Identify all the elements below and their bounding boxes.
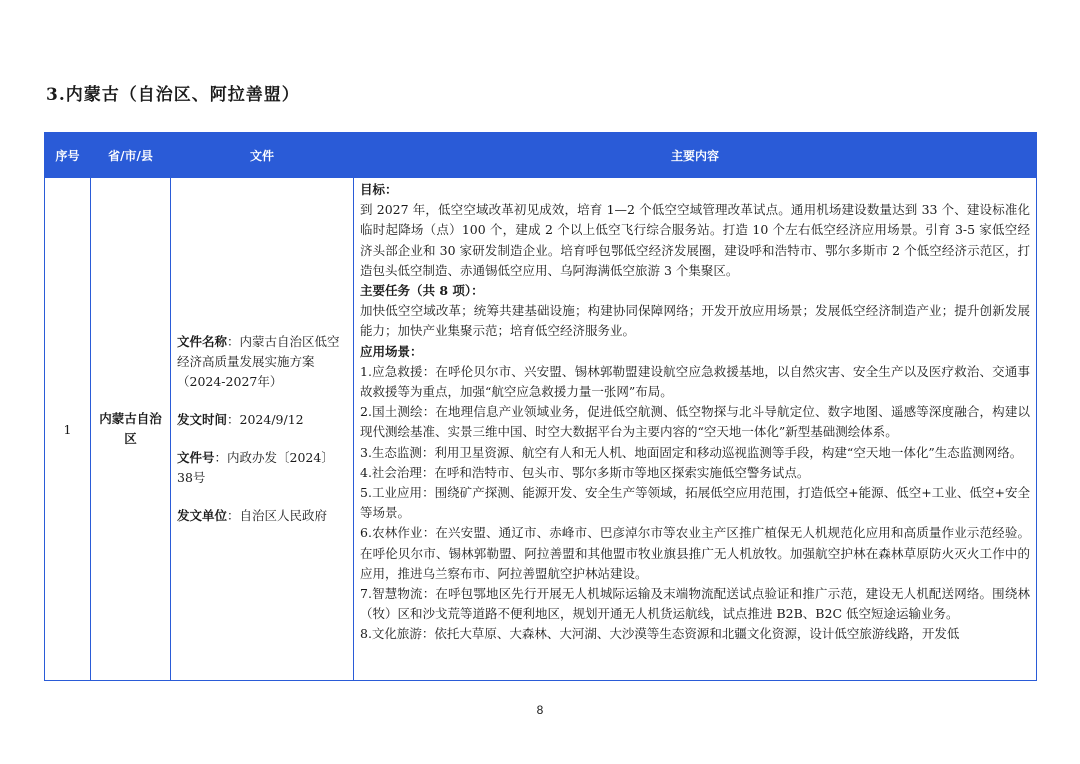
- doc-number-label: 文件号: [177, 450, 215, 465]
- header-content: 主要内容: [354, 133, 1037, 178]
- scene-item: 3.生态监测：利用卫星资源、航空有人和无人机、地面固定和移动巡视监测等手段，构建“空天地一体化”生态监测网络。: [360, 444, 1023, 460]
- doc-number-field: [177, 448, 347, 488]
- scene-item: 8.文化旅游：依托大草原、大森林、大河湖、大沙漠等生态资源和北疆文化资源，设计低空旅游线路，开发低: [360, 626, 960, 642]
- cell-seq: 1: [45, 178, 91, 681]
- header-region: 省/市/县: [91, 133, 171, 178]
- table-header-row: [45, 133, 1037, 178]
- page-number: 8: [536, 703, 544, 717]
- goal-label: 目标：: [360, 182, 398, 197]
- header-seq: 序号: [45, 133, 91, 178]
- issuer-label: 发文单位: [177, 508, 228, 523]
- doc-name-field: [177, 332, 347, 392]
- cell-main-content: [354, 178, 1037, 681]
- section-heading: 3.内蒙古（自治区、阿拉善盟）: [46, 85, 300, 105]
- scene-item: 7.智慧物流：在呼包鄂地区先行开展无人机城际运输及末端物流配送试点验证和推广示范，建设无人机配送网络。围绕林（牧）区和沙戈荒等道路不便利地区，规划开通无人机货运航线，试点推进 B2B、B2C 低空短途运输业务。: [360, 586, 1030, 622]
- policy-table: [44, 132, 1037, 681]
- scenes-label: 应用场景：: [360, 343, 423, 359]
- doc-name-value: ：内蒙古自治区低空经济高质量发展实施方案（2024-2027年）: [177, 334, 340, 389]
- issue-date-value: ：2024/9/12: [227, 412, 304, 427]
- goal-text: 到 2027 年，低空空域改革初见成效，培育 1—2 个低空空域管理改革试点。通用机场建设数量达到 33 个、建设标准化临时起降场（点）100 个，建成 2 个以上低空飞行综合服务站。打造 10 个左右低空经济应用场景。引育 3-5 家低空经济头部企业和 30 家研发制造企业。培育呼包鄂低空经济发展圈，建设呼和浩特市、鄂尔多斯市 2 个低空经济示范区，打造包头低空制造、赤通锡低空应用、乌阿海满低空旅游 3 个集聚区。: [360, 202, 1030, 278]
- doc-number-value: ：内政办发〔2024〕38号: [177, 450, 334, 485]
- issue-date-label: 发文时间: [177, 412, 228, 427]
- tasks-text: 加快低空空域改革；统筹共建基础设施；构建协同保障网络；开发开放应用场景；发展低空经济制造产业；提升创新发展能力；加快产业集聚示范；培育低空经济服务业。: [360, 303, 1030, 339]
- scene-item: 6.农林作业：在兴安盟、通辽市、赤峰市、巴彦淖尔市等农业主产区推广植保无人机规范化应用和高质量作业示范经验。在呼伦贝尔市、锡林郭勒盟、阿拉善盟和其他盟市牧业旗县推广无人机放牧。加强航空护林在森林草原防火灭火工作中的应用，推进乌兰察布市、阿拉善盟航空护林站建设。: [360, 525, 1030, 581]
- issue-date-field: [177, 410, 347, 430]
- doc-name-label: 文件名称: [177, 334, 228, 349]
- issuer-field: [177, 506, 347, 526]
- scene-item: 1.应急救援：在呼伦贝尔市、兴安盟、锡林郭勒盟建设航空应急救援基地，以自然灾害、安全生产以及医疗救治、交通事故救援等为重点，加强“航空应急救援力量一张网”布局。: [360, 363, 1030, 400]
- cell-document: [171, 178, 354, 681]
- header-document: 文件: [171, 133, 354, 178]
- scene-item: 5.工业应用：围绕矿产探测、能源开发、安全生产等领域，拓展低空应用范围，打造低空+能源、低空+工业、低空+安全等场景。: [360, 485, 1030, 521]
- issuer-value: ：自治区人民政府: [227, 508, 328, 523]
- scene-item: 4.社会治理：在呼和浩特市、包头市、鄂尔多斯市等地区探索实施低空警务试点。: [360, 464, 810, 480]
- cell-region: 内蒙古自治区: [91, 178, 171, 681]
- table-row: [45, 178, 1037, 681]
- scene-item: 2.国土测绘：在地理信息产业领域业务，促进低空航测、低空物探与北斗导航定位、数字地图、遥感等深度融合，构建以现代测绘基准、实景三维中国、时空大数据平台为主要内容的“空天地一体化”新型基础测绘体系。: [360, 404, 1030, 440]
- tasks-label: 主要任务（共 8 项）：: [360, 283, 484, 299]
